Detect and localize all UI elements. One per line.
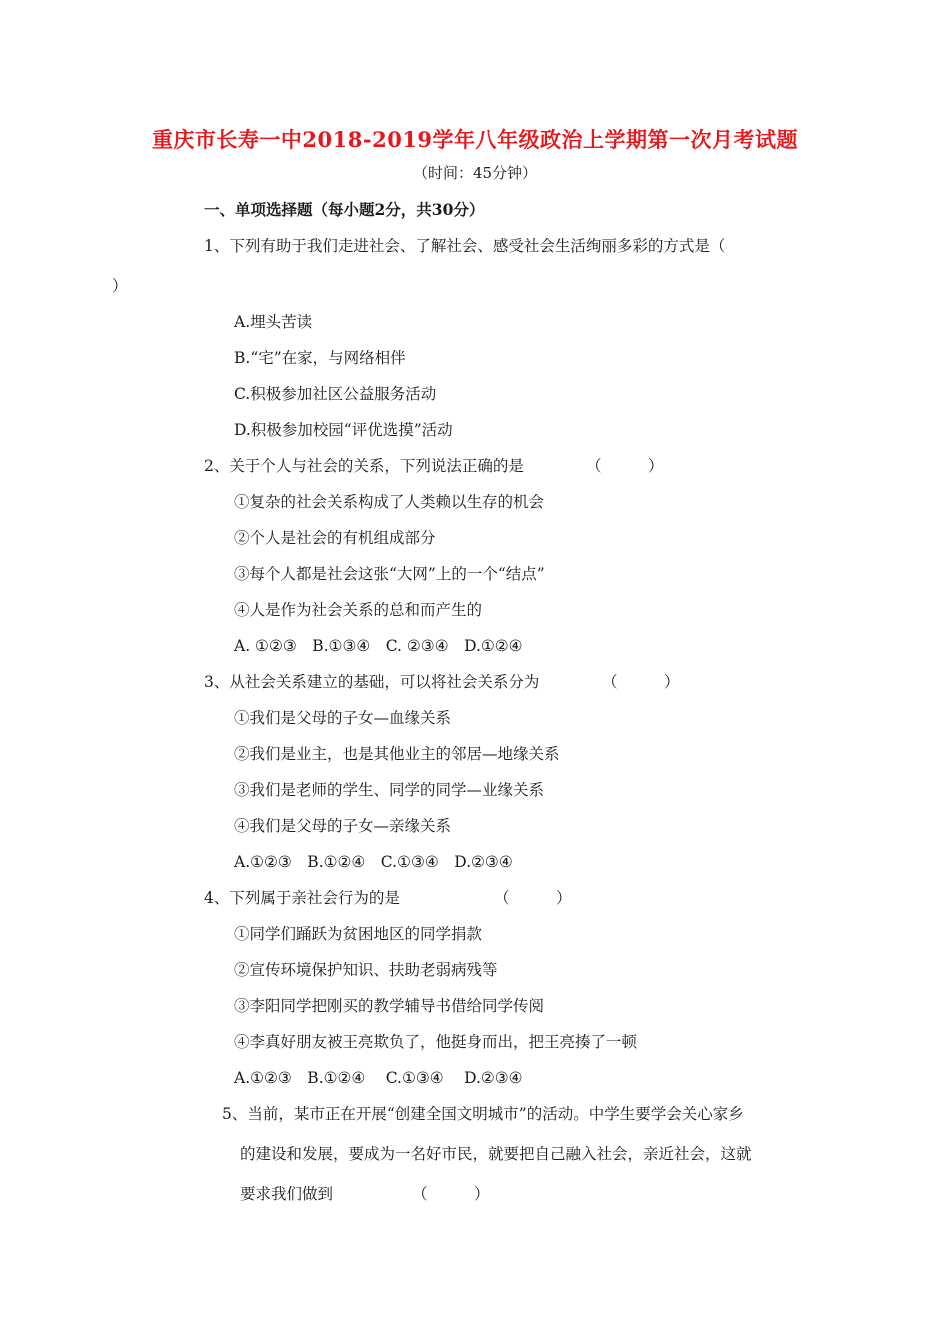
question-4-choices: A.①②③ B.①②④ C.①③④ D.②③④ <box>234 1069 523 1087</box>
question-2-statement-3: ③每个人都是社会这张“大网”上的一个“结点” <box>234 565 545 583</box>
question-4-statement-1: ①同学们踊跃为贫困地区的同学捐款 <box>234 925 483 943</box>
question-1-stem: 1、下列有助于我们走进社会、了解社会、感受社会生活绚丽多彩的方式是（ <box>204 237 726 255</box>
page-title: 重庆市长寿一中2018-2019学年八年级政治上学期第一次月考试题 <box>151 127 799 152</box>
question-1-option-d: D.积极参加校园“评优选摸”活动 <box>234 421 453 439</box>
question-2-statement-4: ④人是作为社会关系的总和而产生的 <box>234 601 483 619</box>
question-2-statement-1: ①复杂的社会关系构成了人类赖以生存的机会 <box>234 493 545 511</box>
question-2-statement-2: ②个人是社会的有机组成部分 <box>234 529 436 547</box>
question-2-stem: 2、关于个人与社会的关系，下列说法正确的是 <box>204 457 524 475</box>
question-5-stem: 5、当前，某市正在开展“创建全国文明城市”的活动。中学生要学会关心家乡 <box>222 1105 744 1123</box>
question-5-stem-line-3: 要求我们做到 <box>240 1185 334 1203</box>
question-4-stem: 4、下列属于亲社会行为的是 <box>204 889 400 907</box>
question-1-option-c: C.积极参加社区公益服务活动 <box>234 385 437 403</box>
question-2-choices: A. ①②③ B.①③④ C. ②③④ D.①②④ <box>234 637 523 655</box>
question-3-statement-3: ③我们是老师的学生、同学的同学—业缘关系 <box>234 781 545 799</box>
question-2-answer-blank: （ ） <box>586 457 664 475</box>
question-1-option-b: B.“宅”在家，与网络相伴 <box>234 349 406 367</box>
exam-duration: （时间：45分钟） <box>412 164 538 182</box>
question-1-option-a: A.埋头苦读 <box>234 313 313 331</box>
question-3-stem: 3、从社会关系建立的基础，可以将社会关系分为 <box>204 673 540 691</box>
question-1-stem-continuation: ） <box>112 277 128 295</box>
question-4-statement-3: ③李阳同学把刚买的教学辅导书借给同学传阅 <box>234 997 545 1015</box>
question-3-choices: A.①②③ B.①②④ C.①③④ D.②③④ <box>234 853 513 871</box>
question-4-statement-2: ②宣传环境保护知识、扶助老弱病残等 <box>234 961 498 979</box>
question-3-statement-2: ②我们是业主，也是其他业主的邻居—地缘关系 <box>234 745 560 763</box>
question-3-statement-1: ①我们是父母的子女—血缘关系 <box>234 709 452 727</box>
question-3-statement-4: ④我们是父母的子女—亲缘关系 <box>234 817 452 835</box>
question-4-answer-blank: （ ） <box>494 889 572 907</box>
question-5-stem-line-2: 的建设和发展，要成为一名好市民，就要把自己融入社会，亲近社会，这就 <box>240 1145 752 1163</box>
question-3-answer-blank: （ ） <box>602 673 680 691</box>
question-5-answer-blank: （ ） <box>412 1185 490 1203</box>
section-heading: 一、单项选择题（每小题2分，共30分） <box>204 200 485 219</box>
question-4-statement-4: ④李真好朋友被王亮欺负了，他挺身而出，把王亮揍了一顿 <box>234 1033 638 1051</box>
